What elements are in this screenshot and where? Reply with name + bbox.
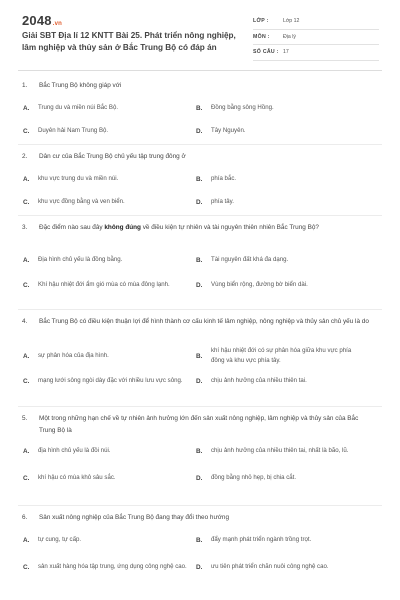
option-d[interactable] bbox=[196, 274, 364, 296]
question-text: Sản xuất nông nghiệp của Bắc Trung Bộ đang thay đổi theo hướng bbox=[39, 514, 230, 521]
option-letter: C. bbox=[23, 127, 30, 135]
option-d[interactable] bbox=[196, 120, 364, 142]
question-number: 3. bbox=[22, 224, 28, 231]
meta-key: LỚP : bbox=[253, 18, 269, 25]
option-d[interactable] bbox=[196, 191, 364, 213]
meta-key: SỐ CÂU : bbox=[253, 49, 279, 56]
option-a[interactable] bbox=[23, 345, 191, 367]
option-text: sản xuất hàng hóa tập trung, ứng dụng công nghệ cao. bbox=[38, 563, 187, 570]
option-text: địa hình chủ yếu là đồi núi. bbox=[38, 447, 111, 454]
option-c[interactable] bbox=[23, 467, 191, 489]
question-text: Một trong những hạn chế về tự nhiên ảnh hưởng lớn đến sản xuất nông nghiệp, lâm nghiệp và thủy sản của Bắc Trung Bộ là bbox=[39, 415, 359, 434]
option-b[interactable] bbox=[196, 249, 364, 271]
option-text: Tài nguyên đất khá đa dạng. bbox=[211, 256, 289, 263]
option-text: Trung du và miền núi Bắc Bộ. bbox=[38, 104, 119, 111]
header-divider bbox=[18, 70, 382, 71]
question-divider bbox=[18, 144, 382, 145]
option-letter: D. bbox=[196, 127, 203, 135]
option-letter: B. bbox=[196, 352, 203, 360]
option-letter: D. bbox=[196, 198, 203, 206]
emphasis-text: không đúng bbox=[104, 224, 141, 231]
option-text: Địa hình chủ yếu là đồng bằng. bbox=[38, 256, 123, 263]
option-letter: A. bbox=[23, 447, 30, 455]
logo-text: 2048 bbox=[22, 13, 52, 28]
meta-value: Lớp 12 bbox=[283, 18, 300, 25]
option-text: phía tây. bbox=[211, 198, 234, 205]
option-b[interactable] bbox=[196, 168, 364, 190]
option-c[interactable] bbox=[23, 120, 191, 142]
option-text: Vùng biển rộng, đường bờ biển dài. bbox=[211, 281, 308, 288]
question-divider bbox=[18, 406, 382, 407]
meta-row-count bbox=[253, 45, 379, 61]
option-text: chịu ảnh hưởng của nhiều thiên tai, nhất là bão, lũ. bbox=[211, 447, 349, 454]
option-b[interactable] bbox=[196, 345, 364, 367]
meta-value: 17 bbox=[283, 49, 289, 56]
option-text: Khí hậu nhiệt đới ẩm gió mùa có mùa đông lạnh. bbox=[38, 281, 170, 288]
option-letter: D. bbox=[196, 377, 203, 385]
option-d[interactable] bbox=[196, 467, 364, 489]
option-text: tự cung, tự cấp. bbox=[38, 536, 82, 543]
option-d[interactable] bbox=[196, 370, 364, 392]
option-text: sự phân hóa của địa hình. bbox=[38, 352, 109, 359]
option-letter: B. bbox=[196, 175, 203, 183]
question-number: 4. bbox=[22, 318, 28, 325]
option-text: đẩy mạnh phát triển ngành trồng trọt. bbox=[211, 536, 312, 543]
meta-value: Địa lý bbox=[283, 33, 296, 40]
question-divider bbox=[18, 505, 382, 506]
option-text: khí hậu có mùa khô sâu sắc. bbox=[38, 474, 116, 481]
option-b[interactable] bbox=[196, 440, 364, 462]
option-text: Tây Nguyên. bbox=[211, 127, 246, 134]
option-letter: C. bbox=[23, 474, 30, 482]
site-logo[interactable] bbox=[22, 13, 62, 28]
question-text: Bắc Trung Bộ có điều kiện thuận lợi để hình thành cơ cấu kinh tế lâm nghiệp, nông nghiệp và thủy sản chủ yếu là do bbox=[39, 318, 369, 325]
option-letter: A. bbox=[23, 175, 30, 183]
option-a[interactable] bbox=[23, 97, 191, 119]
option-letter: D. bbox=[196, 474, 203, 482]
option-letter: A. bbox=[23, 104, 30, 112]
option-letter: C. bbox=[23, 281, 30, 289]
question-number: 5. bbox=[22, 415, 28, 422]
option-b[interactable] bbox=[196, 529, 364, 551]
option-c[interactable] bbox=[23, 556, 191, 578]
option-letter: B. bbox=[196, 104, 203, 112]
option-text: Đồng bằng sông Hồng. bbox=[211, 104, 274, 111]
option-text: Duyên hải Nam Trung Bộ. bbox=[38, 127, 109, 134]
option-letter: C. bbox=[23, 377, 30, 385]
option-text: phía bắc. bbox=[211, 175, 237, 182]
question-number: 6. bbox=[22, 514, 28, 521]
meta-table bbox=[253, 14, 379, 61]
option-letter: B. bbox=[196, 536, 203, 544]
question-number: 1. bbox=[22, 82, 28, 89]
logo-suffix: .vn bbox=[52, 21, 63, 27]
option-c[interactable] bbox=[23, 274, 191, 296]
option-letter: B. bbox=[196, 256, 203, 264]
option-text: mạng lưới sông ngòi dày đặc với nhiều lưu vực sông. bbox=[38, 377, 183, 384]
option-letter: A. bbox=[23, 352, 30, 360]
option-letter: C. bbox=[23, 198, 30, 206]
option-letter: C. bbox=[23, 563, 30, 571]
option-text: chịu ảnh hưởng của nhiều thiên tai. bbox=[211, 377, 307, 384]
question-text: Dân cư của Bắc Trung Bộ chủ yếu tập trung đông ở bbox=[39, 153, 186, 160]
option-text: đồng bằng nhỏ hẹp, bị chia cắt. bbox=[211, 474, 297, 481]
option-letter: B. bbox=[196, 447, 203, 455]
question-divider bbox=[18, 215, 382, 216]
option-a[interactable] bbox=[23, 168, 191, 190]
question-divider bbox=[18, 309, 382, 310]
question-number: 2. bbox=[22, 153, 28, 160]
option-b[interactable] bbox=[196, 97, 364, 119]
question-text: Đặc điểm nào sau đây không đúng về điều kiện tự nhiên và tài nguyên thiên nhiên Bắc Trung Bộ? bbox=[39, 224, 319, 231]
option-text: ưu tiên phát triển chăn nuôi công nghệ cao. bbox=[211, 563, 329, 570]
meta-row-class bbox=[253, 14, 379, 30]
meta-row-subject bbox=[253, 30, 379, 46]
option-text: khu vực trung du và miền núi. bbox=[38, 175, 119, 182]
option-a[interactable] bbox=[23, 440, 191, 462]
option-c[interactable] bbox=[23, 370, 191, 392]
option-c[interactable] bbox=[23, 191, 191, 213]
option-letter: A. bbox=[23, 256, 30, 264]
question-text: Bắc Trung Bộ không giáp với bbox=[39, 82, 122, 89]
option-letter: A. bbox=[23, 536, 30, 544]
document-title: Giải SBT Địa lí 12 KNTT Bài 25. Phát triển nông nghiệp, lâm nghiệp và thủy sản ở Bắc Trung Bộ có đáp án bbox=[22, 31, 236, 52]
meta-key: MÔN : bbox=[253, 33, 270, 40]
option-text: khu vực đồng bằng và ven biển. bbox=[38, 198, 125, 205]
option-letter: D. bbox=[196, 563, 203, 571]
option-a[interactable] bbox=[23, 529, 191, 551]
option-text: khí hậu nhiệt đới có sự phân hóa giữa khu vực phía đông và khu vực phía tây. bbox=[211, 347, 352, 364]
option-d[interactable] bbox=[196, 556, 364, 578]
option-a[interactable] bbox=[23, 249, 191, 271]
option-letter: D. bbox=[196, 281, 203, 289]
